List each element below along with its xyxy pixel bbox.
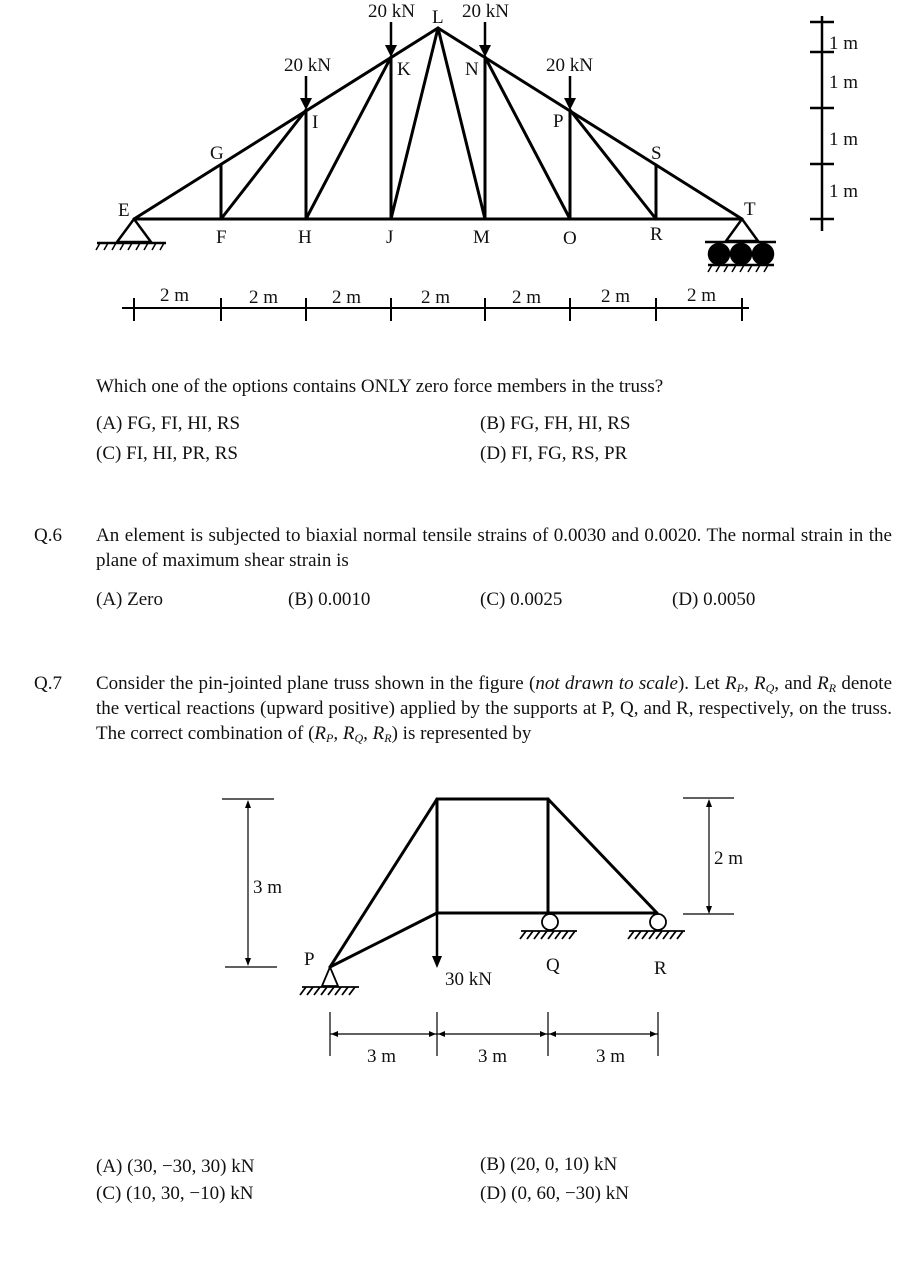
q7-number: Q.7 [34,673,62,694]
node-r: R [650,224,663,245]
node-m: M [473,227,490,248]
q7-option-b[interactable]: (B) (20, 0, 10) kN [480,1154,618,1175]
node-o: O [563,228,577,249]
q5-question: Which one of the options contains ONLY zero force members in the truss? [96,376,664,397]
q7-option-d[interactable]: (D) (0, 60, −30) kN [480,1183,629,1204]
load-label-k: 20 kN [368,1,415,22]
roller-support-t [705,219,776,272]
q6-option-c[interactable]: (C) 0.0025 [480,589,563,610]
node-l: L [432,7,444,28]
span-label: 2 m [421,287,451,308]
node-n: N [465,59,479,80]
pin-support-p [300,967,359,995]
node-t: T [744,199,756,220]
span-label-2: 3 m [478,1046,508,1067]
height-label: 1 m [829,72,859,93]
node-k: K [397,59,411,80]
node-p: P [553,111,564,132]
span-label: 2 m [601,286,631,307]
node-e: E [118,200,130,221]
load-label-p: 20 kN [546,55,593,76]
node-r: R [654,958,667,979]
node-i: I [312,112,319,133]
pin-support-e [96,219,166,250]
span-label: 2 m [687,285,717,306]
node-q: Q [546,955,560,976]
roof-truss-figure [0,0,912,330]
span-label: 2 m [512,287,542,308]
load-label-i: 20 kN [284,55,331,76]
span-label: 2 m [332,287,362,308]
load-label: 30 kN [445,969,492,990]
span-label-2: 3 m [596,1046,626,1067]
height-label-right: 2 m [714,848,744,869]
roller-support-r [628,914,685,939]
q6-text: An element is subjected to biaxial normal tensile strains of 0.0030 and 0.0020. The normal strain in the plane of maximum shear strain is [96,525,892,571]
q7-option-c[interactable]: (C) (10, 30, −10) kN [96,1183,254,1204]
span-label: 2 m [249,287,279,308]
q6-option-a[interactable]: (A) Zero [96,589,163,610]
q6-option-b[interactable]: (B) 0.0010 [288,589,371,610]
node-h: H [298,227,312,248]
plane-truss-figure [0,780,912,1080]
node-f: F [216,227,227,248]
roller-support-q [520,914,577,939]
node-g: G [210,143,224,164]
q6-option-d[interactable]: (D) 0.0050 [672,589,756,610]
q5-option-b[interactable]: (B) FG, FH, HI, RS [480,413,631,434]
load-label-n: 20 kN [462,1,509,22]
q5-option-a[interactable]: (A) FG, FI, HI, RS [96,413,241,434]
height-label: 1 m [829,181,859,202]
height-label: 1 m [829,129,859,150]
node-j: J [386,227,394,248]
q5-option-d[interactable]: (D) FI, FG, RS, PR [480,443,628,464]
q7-option-a[interactable]: (A) (30, −30, 30) kN [96,1156,255,1177]
span-label-2: 3 m [367,1046,397,1067]
height-label: 1 m [829,33,859,54]
node-s: S [651,143,662,164]
node-p: P [304,949,315,970]
span-label: 2 m [160,285,190,306]
q5-option-c[interactable]: (C) FI, HI, PR, RS [96,443,238,464]
q6-number: Q.6 [34,525,62,546]
q7-text: Consider the pin-jointed plane truss shown in the figure (not drawn to scale). Let $R_P$, $R_Q$, and $R_R$ denote the vertical reactions (upward positive) applied by the supports at P, Q, and R, respectively, on the truss. The correct combination of ($R_P$, $R_Q$, $R_R$) is represented by [96,673,893,745]
height-label-left: 3 m [253,877,283,898]
